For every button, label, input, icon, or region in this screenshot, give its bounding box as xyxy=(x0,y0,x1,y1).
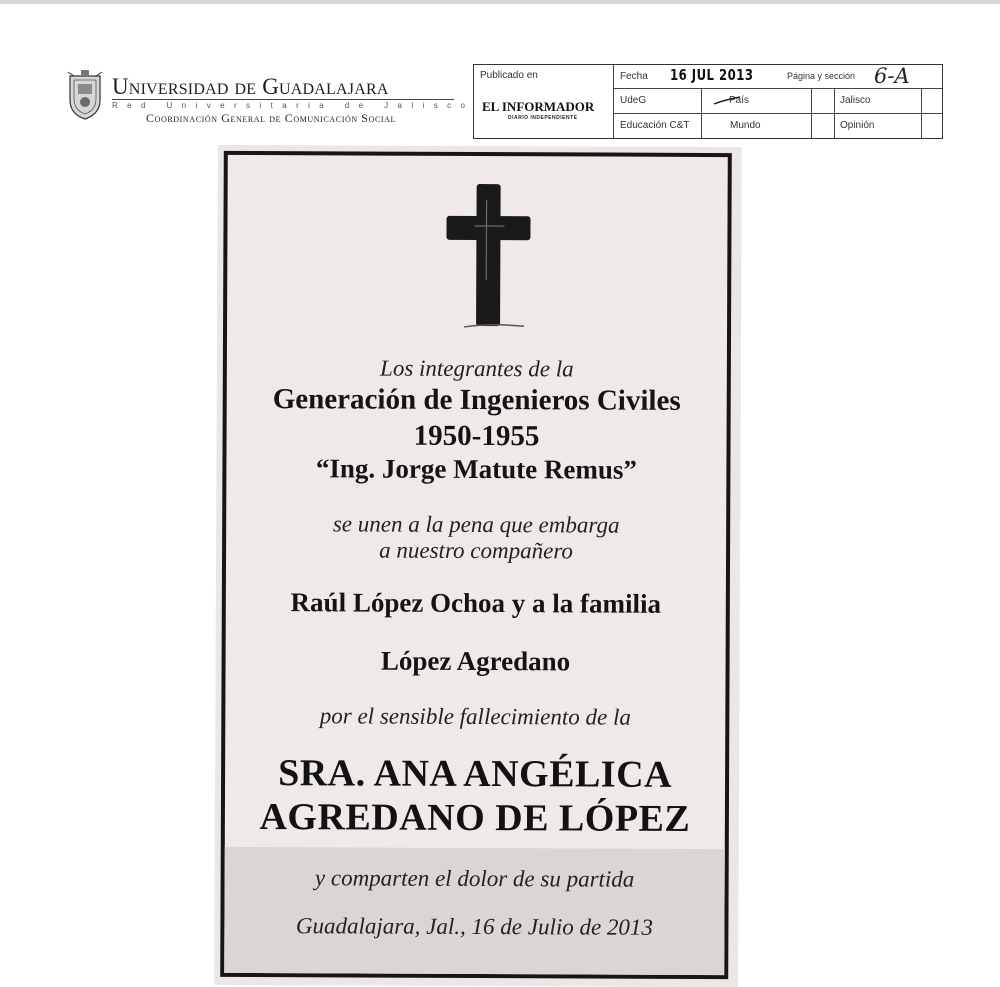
stamp-divider xyxy=(613,65,614,138)
university-name: Universidad de Guadalajara xyxy=(112,74,389,99)
deceased-name-line2: AGREDANO DE LÓPEZ xyxy=(259,796,691,840)
university-department: Coordinación General de Comunicación Social xyxy=(146,111,397,125)
section-mundo: Mundo xyxy=(730,120,761,131)
section-educacion: Educación C&T xyxy=(620,120,690,131)
section-udeg: UdeG xyxy=(620,95,647,106)
notice-line-family: López Agredano xyxy=(380,645,571,677)
notice-line-years: 1950-1955 xyxy=(413,419,540,453)
scan-top-edge xyxy=(0,0,1000,4)
page-value: 6-A xyxy=(874,64,910,88)
notice-line-place-date: Guadalajara, Jal., 16 de Julio de 2013 xyxy=(295,913,654,940)
deceased-name-line1: SRA. ANA ANGÉLICA xyxy=(278,752,673,796)
notice-line-generation: Generación de Ingenieros Civiles xyxy=(272,383,681,417)
notice-line-passing: por el sensible fallecimiento de la xyxy=(319,703,631,730)
date-value: 16 JUL 2013 xyxy=(670,66,754,84)
notice-line-share: y comparten el dolor de su partida xyxy=(314,865,635,892)
university-header xyxy=(66,70,475,126)
published-in-label: Publicado en xyxy=(480,70,538,81)
newspaper-clipping xyxy=(214,145,742,987)
section-jalisco: Jalisco xyxy=(840,95,871,106)
notice-line-honoree: “Ing. Jorge Matute Remus” xyxy=(315,453,637,485)
cross-icon xyxy=(446,184,537,334)
obituary-notice xyxy=(220,151,732,979)
stamp-rule xyxy=(613,113,943,114)
notice-line-intro: Los integrantes de la xyxy=(380,355,574,382)
notice-line-condolence: se unen a la pena que embarga xyxy=(332,511,620,538)
header-rule xyxy=(112,99,454,100)
page-section-label: Página y sección xyxy=(787,71,856,81)
newspaper-tagline: DIARIO INDEPENDIENTE xyxy=(508,115,578,121)
publication-stamp xyxy=(473,64,943,139)
date-label: Fecha xyxy=(620,71,648,82)
section-pais: País xyxy=(729,95,750,106)
notice-line-companion: a nuestro compañero xyxy=(379,537,574,564)
stamp-rule xyxy=(613,88,943,89)
university-network: Red Universitaria de Jalisco xyxy=(112,101,475,110)
notice-line-name: Raúl López Ochoa y a la familia xyxy=(290,587,662,619)
section-opinion: Opinión xyxy=(840,120,875,131)
check-mark-icon xyxy=(712,93,742,107)
university-seal-icon xyxy=(66,70,104,120)
newspaper-name: EL INFORMADOR xyxy=(482,99,595,114)
